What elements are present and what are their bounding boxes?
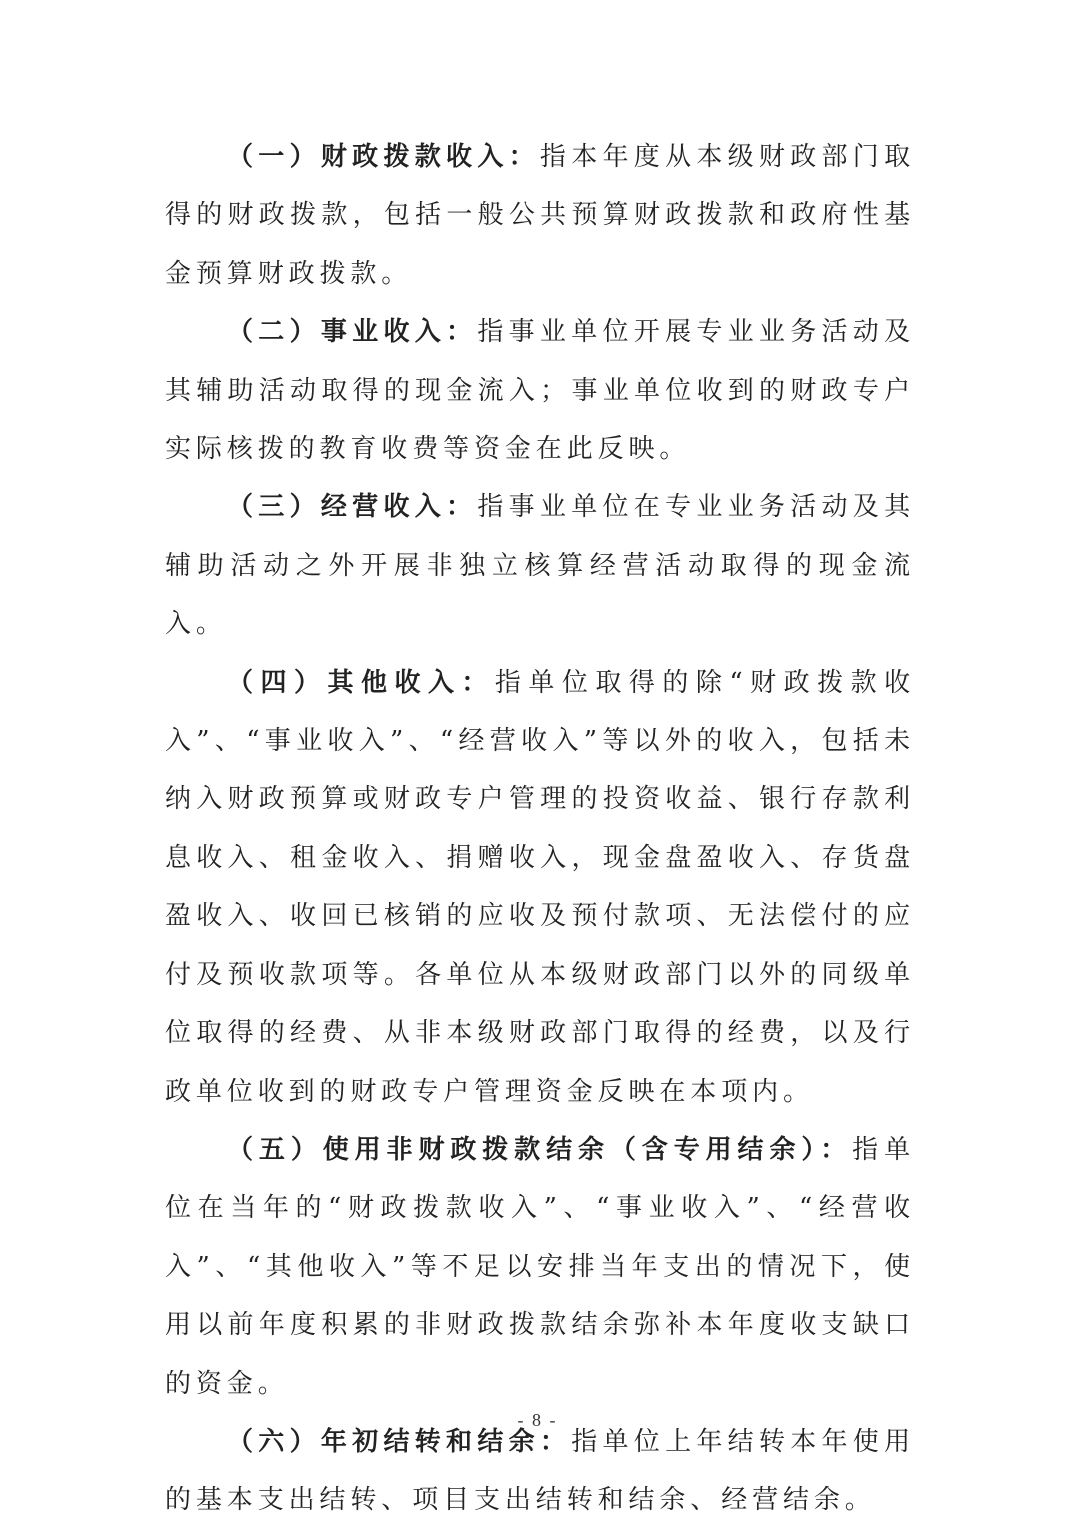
paragraph-heading: （五）使用非财政拨款结余（含专用结余）： [227, 1134, 853, 1165]
paragraph-heading: （四）其他收入： [227, 667, 495, 698]
paragraph-fiscal-appropriation-income [165, 128, 915, 303]
paragraph-operating-income [165, 478, 915, 653]
paragraph-heading: （二）事业收入： [227, 317, 478, 348]
paragraph-other-income [165, 654, 915, 1121]
document-body [165, 128, 915, 1530]
paragraph-text: 指单位在当年的“财政拨款收入”、“事业收入”、“经营收入”、“其他收入”等不足以安排当年支出的情况下，使用以前年度积累的非财政拨款结余弥补本年度收支缺口的资金。 [165, 1134, 915, 1399]
paragraph-heading: （一）财政拨款收入： [227, 142, 540, 172]
paragraph-text: 指单位上年结转本年使用的基本支出结转、项目支出结转和结余、经营结余。 [165, 1426, 916, 1516]
paragraph-text: 指单位取得的除“财政拨款收入”、“事业收入”、“经营收入”等以外的收入，包括未纳入财政预算或财政专户管理的投资收益、银行存款利息收入、租金收入、捐赠收入，现金盘盈收入、存货盘盈收入、收回已核销的应收及预付款项、无法偿付的应付及预收款项等。各单位从本级财政部门以外的同级单位取得的经费、从非本级财政部门取得的经费，以及行政单位收到的财政专户管理资金反映在本项内。 [165, 667, 915, 1107]
paragraph-text: 指本年度从本级财政部门取得的财政拨款，包括一般公共预算财政拨款和政府性基金预算财政拨款。 [165, 142, 915, 289]
paragraph-text: 指事业单位开展专业业务活动及其辅助活动取得的现金流入；事业单位收到的财政专户实际核拨的教育收费等资金在此反映。 [165, 317, 915, 465]
paragraph-heading: （三）经营收入： [227, 492, 478, 523]
paragraph-business-income [165, 303, 915, 478]
paragraph-non-fiscal-balance-use [165, 1121, 915, 1413]
paragraph-heading: （六）年初结转和结余： [227, 1426, 572, 1457]
page-number: - 8 - [517, 1410, 558, 1430]
paragraph-text: 指事业单位在专业业务活动及其辅助活动之外开展非独立核算经营活动取得的现金流入。 [165, 492, 915, 640]
